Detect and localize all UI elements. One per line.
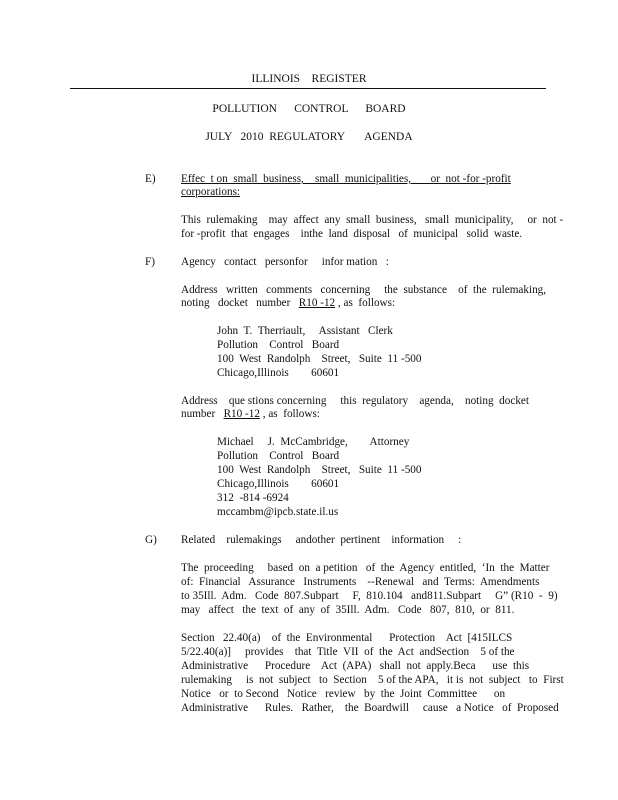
section-f-intro-line1: Address written comments concerning the substance of the rulemaking,	[181, 284, 547, 296]
section-g-para2-line: 5/22.40(a)] provides that Title VII of the Act andSection 5 of the	[181, 646, 515, 658]
questions-text-end: , as follows:	[259, 408, 320, 420]
section-g-para1-line: of: Financial Assurance Instruments --Renewal and Terms: Amendments	[181, 576, 540, 588]
contact1-line: 100 West Randolph Street, Suite 11 -500	[217, 353, 422, 365]
agenda-title: JULY 2010 REGULATORY AGENDA	[205, 131, 413, 143]
section-e-body-line1: This rulemaking may affect any small business, small municipality, or not -	[181, 214, 564, 226]
section-g-para2-line: Section 22.40(a) of the Environmental Protection Act [415ILCS	[181, 632, 513, 644]
contact1-line: John T. Therriault, Assistant Clerk	[217, 325, 393, 337]
contact2-line: Pollution Control Board	[217, 450, 340, 462]
section-g-para1-line: to 35Ill. Adm. Code 807.Subpart F, 810.104 and811.Subpart G” (R10 - 9)	[181, 590, 558, 602]
section-g-para1-line: may affect the text of any of 35Ill. Adm. Code 807, 810, or 811.	[181, 604, 515, 616]
register-title: ILLINOIS REGISTER	[251, 73, 367, 85]
section-e-heading-line2: corporations:	[181, 186, 241, 198]
section-f-heading: Agency contact personfor infor mation :	[181, 256, 389, 268]
section-f-questions-line1: Address que stions concerning this regulatory agenda, noting docket	[181, 395, 529, 407]
intro-text: noting docket number	[181, 297, 299, 309]
section-g-para2-line: Notice or to Second Notice review by the Joint Committee on	[181, 688, 506, 700]
contact2-email: mccambm@ipcb.state.il.us	[217, 506, 339, 518]
section-g-para2-line: Administrative Rules. Rather, the Boardwill cause a Notice of Proposed	[181, 702, 559, 714]
section-g-heading: Related rulemakings andother pertinent information :	[181, 534, 462, 546]
questions-text: number	[181, 408, 224, 420]
contact2-line: Chicago,Illinois 60601	[217, 478, 340, 490]
section-f-label: F)	[145, 256, 155, 268]
section-g-para2-line: rulemaking is not subject to Section 5 of the APA, it is not subject to First	[181, 674, 564, 686]
contact2-line: Michael J. McCambridge, Attorney	[217, 436, 410, 448]
section-e-heading-line1: Effec t on small business, small municipalities, or not -for -profit	[181, 173, 511, 185]
contact2-line: 312 -814 -6924	[217, 492, 289, 504]
section-f-questions-line2	[181, 408, 320, 422]
docket-number: R10 -12	[223, 408, 260, 420]
section-f-intro-line2	[181, 297, 395, 311]
intro-text-end: , as follows:	[335, 297, 396, 309]
contact2-line: 100 West Randolph Street, Suite 11 -500	[217, 464, 422, 476]
contact1-line: Chicago,Illinois 60601	[217, 367, 340, 379]
docket-number: R10 -12	[298, 297, 336, 309]
contact1-line: Pollution Control Board	[217, 339, 340, 351]
header-rule	[70, 88, 546, 89]
board-title: POLLUTION CONTROL BOARD	[212, 103, 406, 115]
section-g-label: G)	[145, 534, 157, 546]
section-g-para2-line: Administrative Procedure Act (APA) shall not apply.Beca use this	[181, 660, 530, 672]
section-g-para1-line: The proceeding based on a petition of the Agency entitled, ‘In the Matter	[181, 562, 550, 574]
section-e-label: E)	[145, 173, 156, 185]
section-e-body-line2: for -profit that engages inthe land disposal of municipal solid waste.	[181, 228, 523, 240]
